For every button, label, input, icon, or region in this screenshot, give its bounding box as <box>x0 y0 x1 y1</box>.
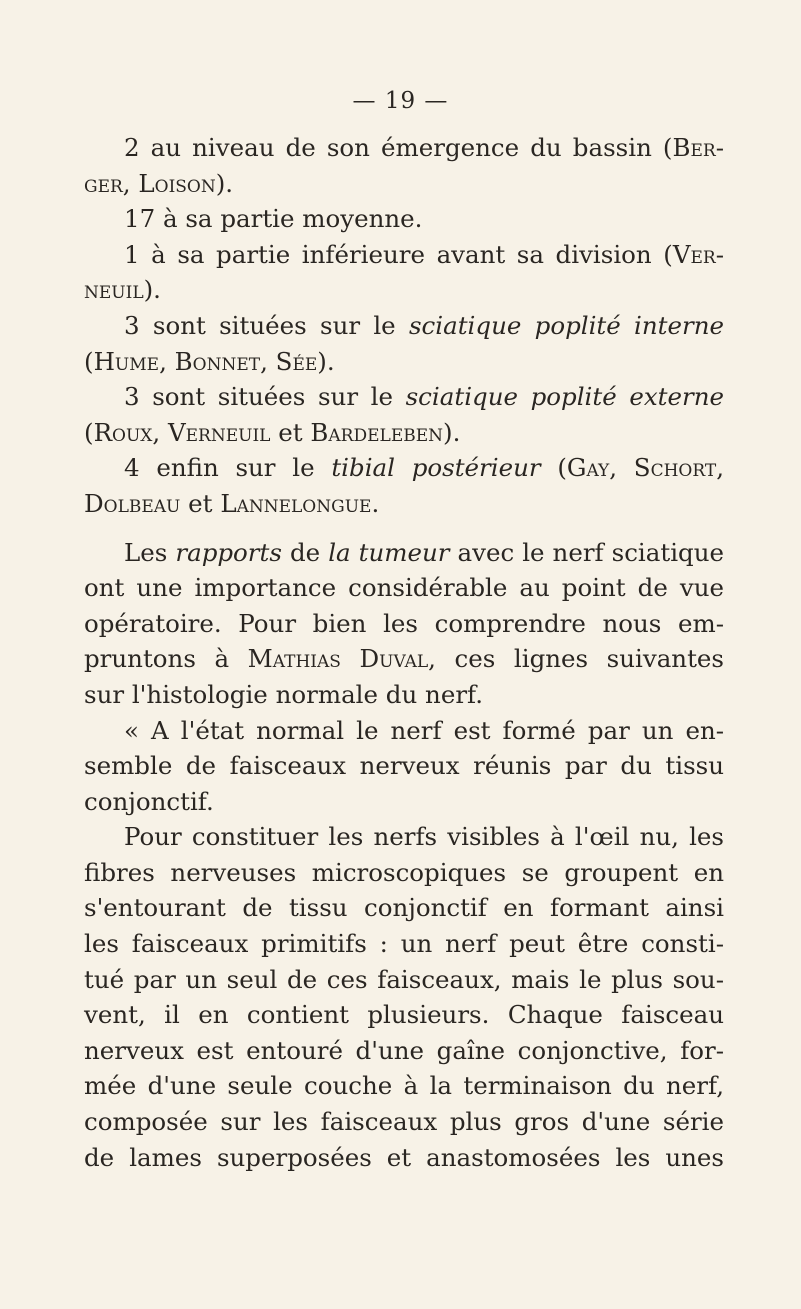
author-name: Dolbeau <box>84 488 181 518</box>
author-name: Lannelongue <box>220 488 372 518</box>
page-body <box>84 130 724 1175</box>
enumeration-item-5: 3 sont situées sur le sciatique poplité externe (Roux, Verneuil et Bardeleben). <box>84 382 724 447</box>
page-number: — 19 — <box>352 88 449 114</box>
author-name: ger, Loison <box>84 168 216 198</box>
author-name: Bardeleben <box>310 417 444 447</box>
enumeration-item-2: 17 à sa partie moyenne. <box>124 204 423 234</box>
author-name: Hume, Bonnet, Sée <box>93 346 318 376</box>
paragraph-quote-1: « A l'état normal le nerf est formé par un en- semble de faisceaux nerveux réunis par du tissu conjonctif. <box>84 715 724 816</box>
author-name: Mathias Duval <box>247 644 429 674</box>
paragraph-rapports: Les rapports de la tumeur avec le nerf sciatique ont une importance considérable au point de vue opératoire. Pour bien les comprendre nous em- pruntons à Mathias Duval, ces lignes suivantes sur l'histologie normale du nerf. <box>84 537 725 709</box>
author-name: Ber- <box>672 133 724 162</box>
author-name: neuil <box>84 275 144 305</box>
enumeration-item-1: 2 au niveau de son émergence du bassin (Ber- ger, Loison). <box>84 133 724 198</box>
enumeration-item-3: 1 à sa partie inférieure avant sa division (Ver- neuil). <box>84 239 724 305</box>
author-name: Ver- <box>672 239 724 269</box>
enumeration-item-6: 4 enfin sur le tibial postérieur (Gay, Schort, Dolbeau et Lannelongue. <box>84 453 724 518</box>
author-name: Gay, Schort, <box>566 453 724 483</box>
author-name: Roux, Verneuil <box>93 417 271 447</box>
nerve-name: tibial postérieur <box>331 453 541 483</box>
nerve-name: sciatique poplité externe <box>405 382 724 412</box>
enumeration-item-4: 3 sont situées sur le sciatique poplité interne (Hume, Bonnet, Sée). <box>84 310 724 376</box>
paragraph-spacer <box>84 522 724 535</box>
nerve-name: sciatique poplité interne <box>408 310 724 340</box>
paragraph-quote-2: Pour constituer les nerfs visibles à l'œil nu, les fibres nerveuses microscopiques se groupent en s'entourant de tissu conjonctif en formant ainsi les faisceaux primitifs : un nerf peut être consti- tué par un seul de ces faisceaux, mais le plus sou- vent, il en contient plusieurs. Chaque faisceau nerveux est entouré d'une gaîne conjonctive, for- mée d'une seule couche à la terminaison du nerf, composée sur les faisceaux plus gros d'une série de lames superposées et anastomosées les unes <box>84 822 724 1172</box>
